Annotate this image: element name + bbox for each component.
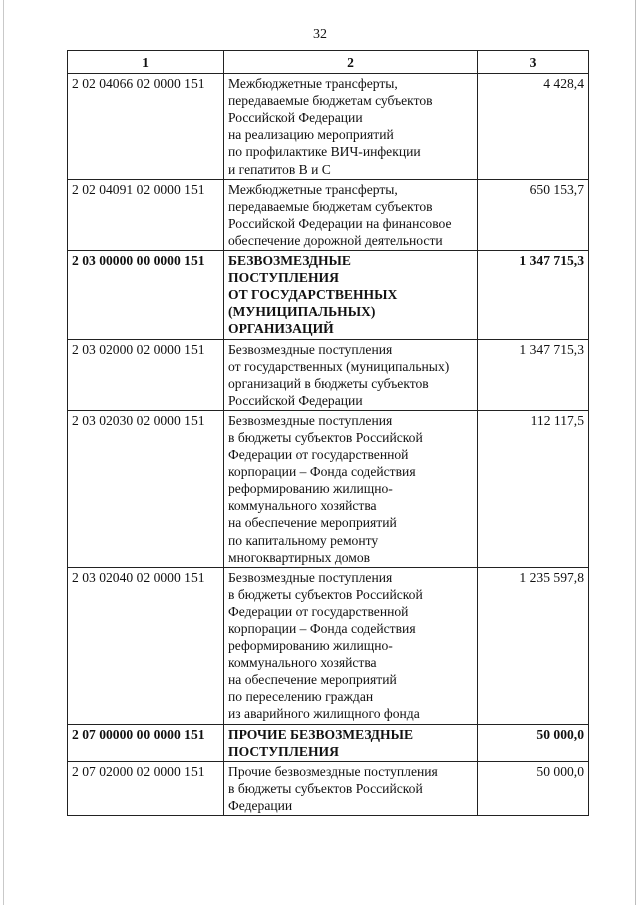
table-row (68, 761, 589, 815)
table-row (68, 567, 589, 724)
page-number: 32 (313, 27, 327, 42)
column-header-code: 1 (68, 51, 224, 74)
description-cell: Безвозмездные поступления в бюджеты субъектов Российской Федерации от государственной корпорации – Фонда содействия реформированию жилищно- коммунального хозяйства на обеспечение мероприятий по переселению граждан из аварийного жилищного фонда (224, 567, 478, 724)
table-body (68, 74, 589, 816)
description-cell: Безвозмездные поступления от государственных (муниципальных) организаций в бюджеты субъектов Российской Федерации (224, 339, 478, 410)
column-header-description: 2 (224, 51, 478, 74)
table-row (68, 339, 589, 410)
scan-edge-right (635, 0, 636, 905)
column-header-amount: 3 (478, 51, 589, 74)
amount-cell: 1 347 715,3 (478, 251, 589, 339)
table-row (68, 179, 589, 250)
budget-table (67, 50, 589, 816)
description-cell: Безвозмездные поступления в бюджеты субъектов Российской Федерации от государственной корпорации – Фонда содействия реформированию жилищно- коммунального хозяйства на обеспечение мероприятий по капитальному ремонту многоквартирных домов (224, 410, 478, 567)
budget-code-cell: 2 02 04091 02 0000 151 (68, 179, 224, 250)
description-cell: ПРОЧИЕ БЕЗВОЗМЕЗДНЫЕ ПОСТУПЛЕНИЯ (224, 724, 478, 761)
budget-code-cell: 2 03 02030 02 0000 151 (68, 410, 224, 567)
budget-code-cell: 2 03 00000 00 0000 151 (68, 251, 224, 339)
table-row (68, 724, 589, 761)
amount-cell: 1 235 597,8 (478, 567, 589, 724)
description-cell: БЕЗВОЗМЕЗДНЫЕ ПОСТУПЛЕНИЯ ОТ ГОСУДАРСТВЕННЫХ (МУНИЦИПАЛЬНЫХ) ОРГАНИЗАЦИЙ (224, 251, 478, 339)
budget-code-cell: 2 07 00000 00 0000 151 (68, 724, 224, 761)
budget-code-cell: 2 03 02040 02 0000 151 (68, 567, 224, 724)
description-cell: Межбюджетные трансферты, передаваемые бюджетам субъектов Российской Федерации на финансовое обеспечение дорожной деятельности (224, 179, 478, 250)
header-row (68, 51, 589, 74)
amount-cell: 4 428,4 (478, 74, 589, 180)
description-cell: Межбюджетные трансферты, передаваемые бюджетам субъектов Российской Федерации на реализацию мероприятий по профилактике ВИЧ-инфекции и гепатитов В и С (224, 74, 478, 180)
table-header (68, 51, 589, 74)
budget-code-cell: 2 07 02000 02 0000 151 (68, 761, 224, 815)
amount-cell: 112 117,5 (478, 410, 589, 567)
amount-cell: 1 347 715,3 (478, 339, 589, 410)
table-row (68, 410, 589, 567)
scan-edge-left (3, 0, 4, 905)
amount-cell: 50 000,0 (478, 761, 589, 815)
budget-code-cell: 2 03 02000 02 0000 151 (68, 339, 224, 410)
description-cell: Прочие безвозмездные поступления в бюджеты субъектов Российской Федерации (224, 761, 478, 815)
budget-code-cell: 2 02 04066 02 0000 151 (68, 74, 224, 180)
amount-cell: 650 153,7 (478, 179, 589, 250)
table-row (68, 74, 589, 180)
amount-cell: 50 000,0 (478, 724, 589, 761)
table-row (68, 251, 589, 339)
